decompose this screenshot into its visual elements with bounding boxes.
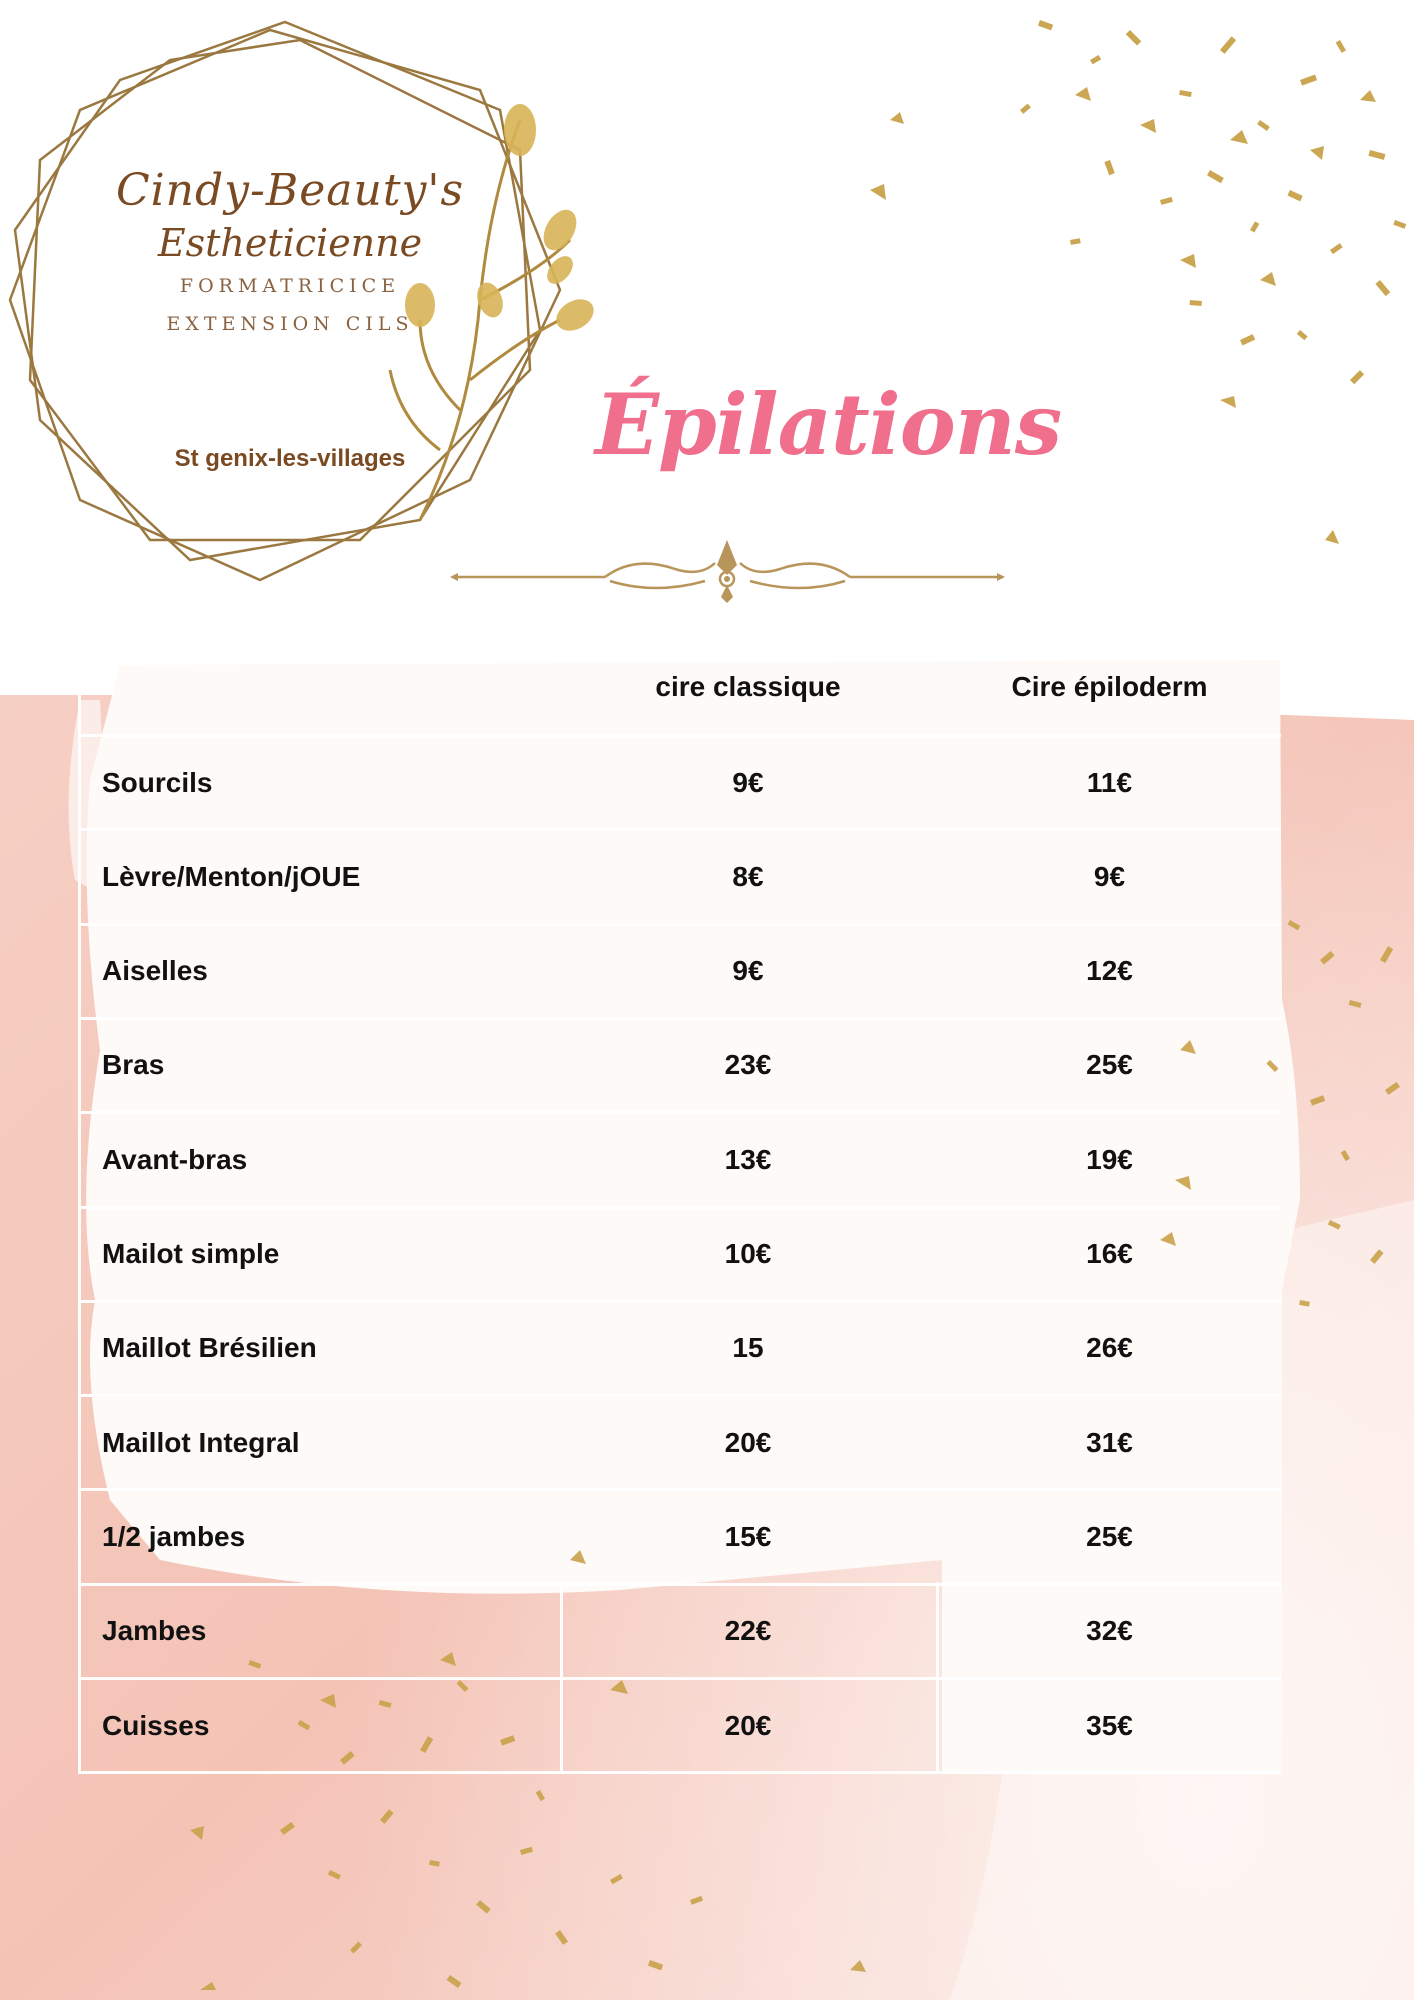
service-name: Lèvre/Menton/jOUE [102, 860, 361, 892]
price-epiloderm: 12€ [1086, 955, 1133, 987]
price-classique: 20€ [724, 1709, 772, 1741]
service-name: Bras [102, 1049, 165, 1081]
price-epiloderm: 25€ [1086, 1520, 1133, 1552]
page-title: Épilations [595, 375, 1062, 474]
price-classique: 22€ [724, 1615, 772, 1647]
ornament-divider-icon [445, 535, 1010, 605]
service-name: Avant-bras [102, 1143, 248, 1175]
service-name: Jambes [102, 1615, 207, 1647]
price-epiloderm: 31€ [1086, 1426, 1133, 1458]
brand-block [100, 165, 480, 335]
price-epiloderm: 32€ [1086, 1615, 1133, 1647]
service-name: Mailot simple [102, 1238, 280, 1269]
price-classique: 10€ [724, 1238, 772, 1269]
service-name: Sourcils [102, 766, 213, 798]
table-row [78, 734, 1281, 828]
table-row [78, 1677, 1281, 1771]
price-epiloderm: 35€ [1086, 1709, 1133, 1741]
service-name: Maillot Integral [102, 1426, 300, 1458]
price-classique: 15 [732, 1332, 764, 1364]
service-name: Maillot Brésilien [102, 1332, 317, 1364]
table-row [78, 1394, 1281, 1488]
table-row [78, 1111, 1281, 1205]
price-table [78, 640, 1281, 1774]
table-row [78, 1488, 1281, 1582]
table-row [78, 1583, 1281, 1677]
table-row [78, 1017, 1281, 1111]
price-classique: 9€ [732, 766, 764, 798]
price-classique: 20€ [724, 1426, 772, 1458]
brand-name-line2: Estheticienne [157, 221, 423, 265]
service-name: 1/2 jambes [102, 1520, 246, 1552]
table-bottom-border [78, 1771, 1281, 1774]
brand-name-line1: Cindy-Beauty's [115, 165, 465, 216]
price-epiloderm: 16€ [1086, 1238, 1133, 1269]
table-row [78, 1206, 1281, 1300]
service-name: Cuisses [102, 1709, 210, 1741]
price-classique: 15€ [724, 1520, 772, 1552]
table-row [78, 828, 1281, 922]
header-cire-classique: cire classique [655, 671, 841, 702]
price-epiloderm: 9€ [1093, 860, 1126, 892]
price-classique: 23€ [724, 1049, 772, 1081]
price-classique: 13€ [724, 1143, 772, 1175]
price-classique: 9€ [732, 955, 764, 987]
price-epiloderm: 19€ [1086, 1143, 1133, 1175]
brand-location: St genix-les-villages [174, 445, 406, 472]
price-classique: 8€ [732, 860, 764, 892]
price-epiloderm: 11€ [1086, 766, 1133, 798]
header-cire-epiloderm: Cire épiloderm [1011, 671, 1208, 702]
price-epiloderm: 26€ [1086, 1332, 1133, 1364]
brand-subtitle-line2: EXTENSION CILS [166, 313, 414, 335]
service-name: Aiselles [102, 955, 208, 987]
price-epiloderm: 25€ [1086, 1049, 1133, 1081]
table-row [78, 1300, 1281, 1394]
brand-subtitle-line1: FORMATRICICE [179, 275, 401, 297]
table-row [78, 923, 1281, 1017]
